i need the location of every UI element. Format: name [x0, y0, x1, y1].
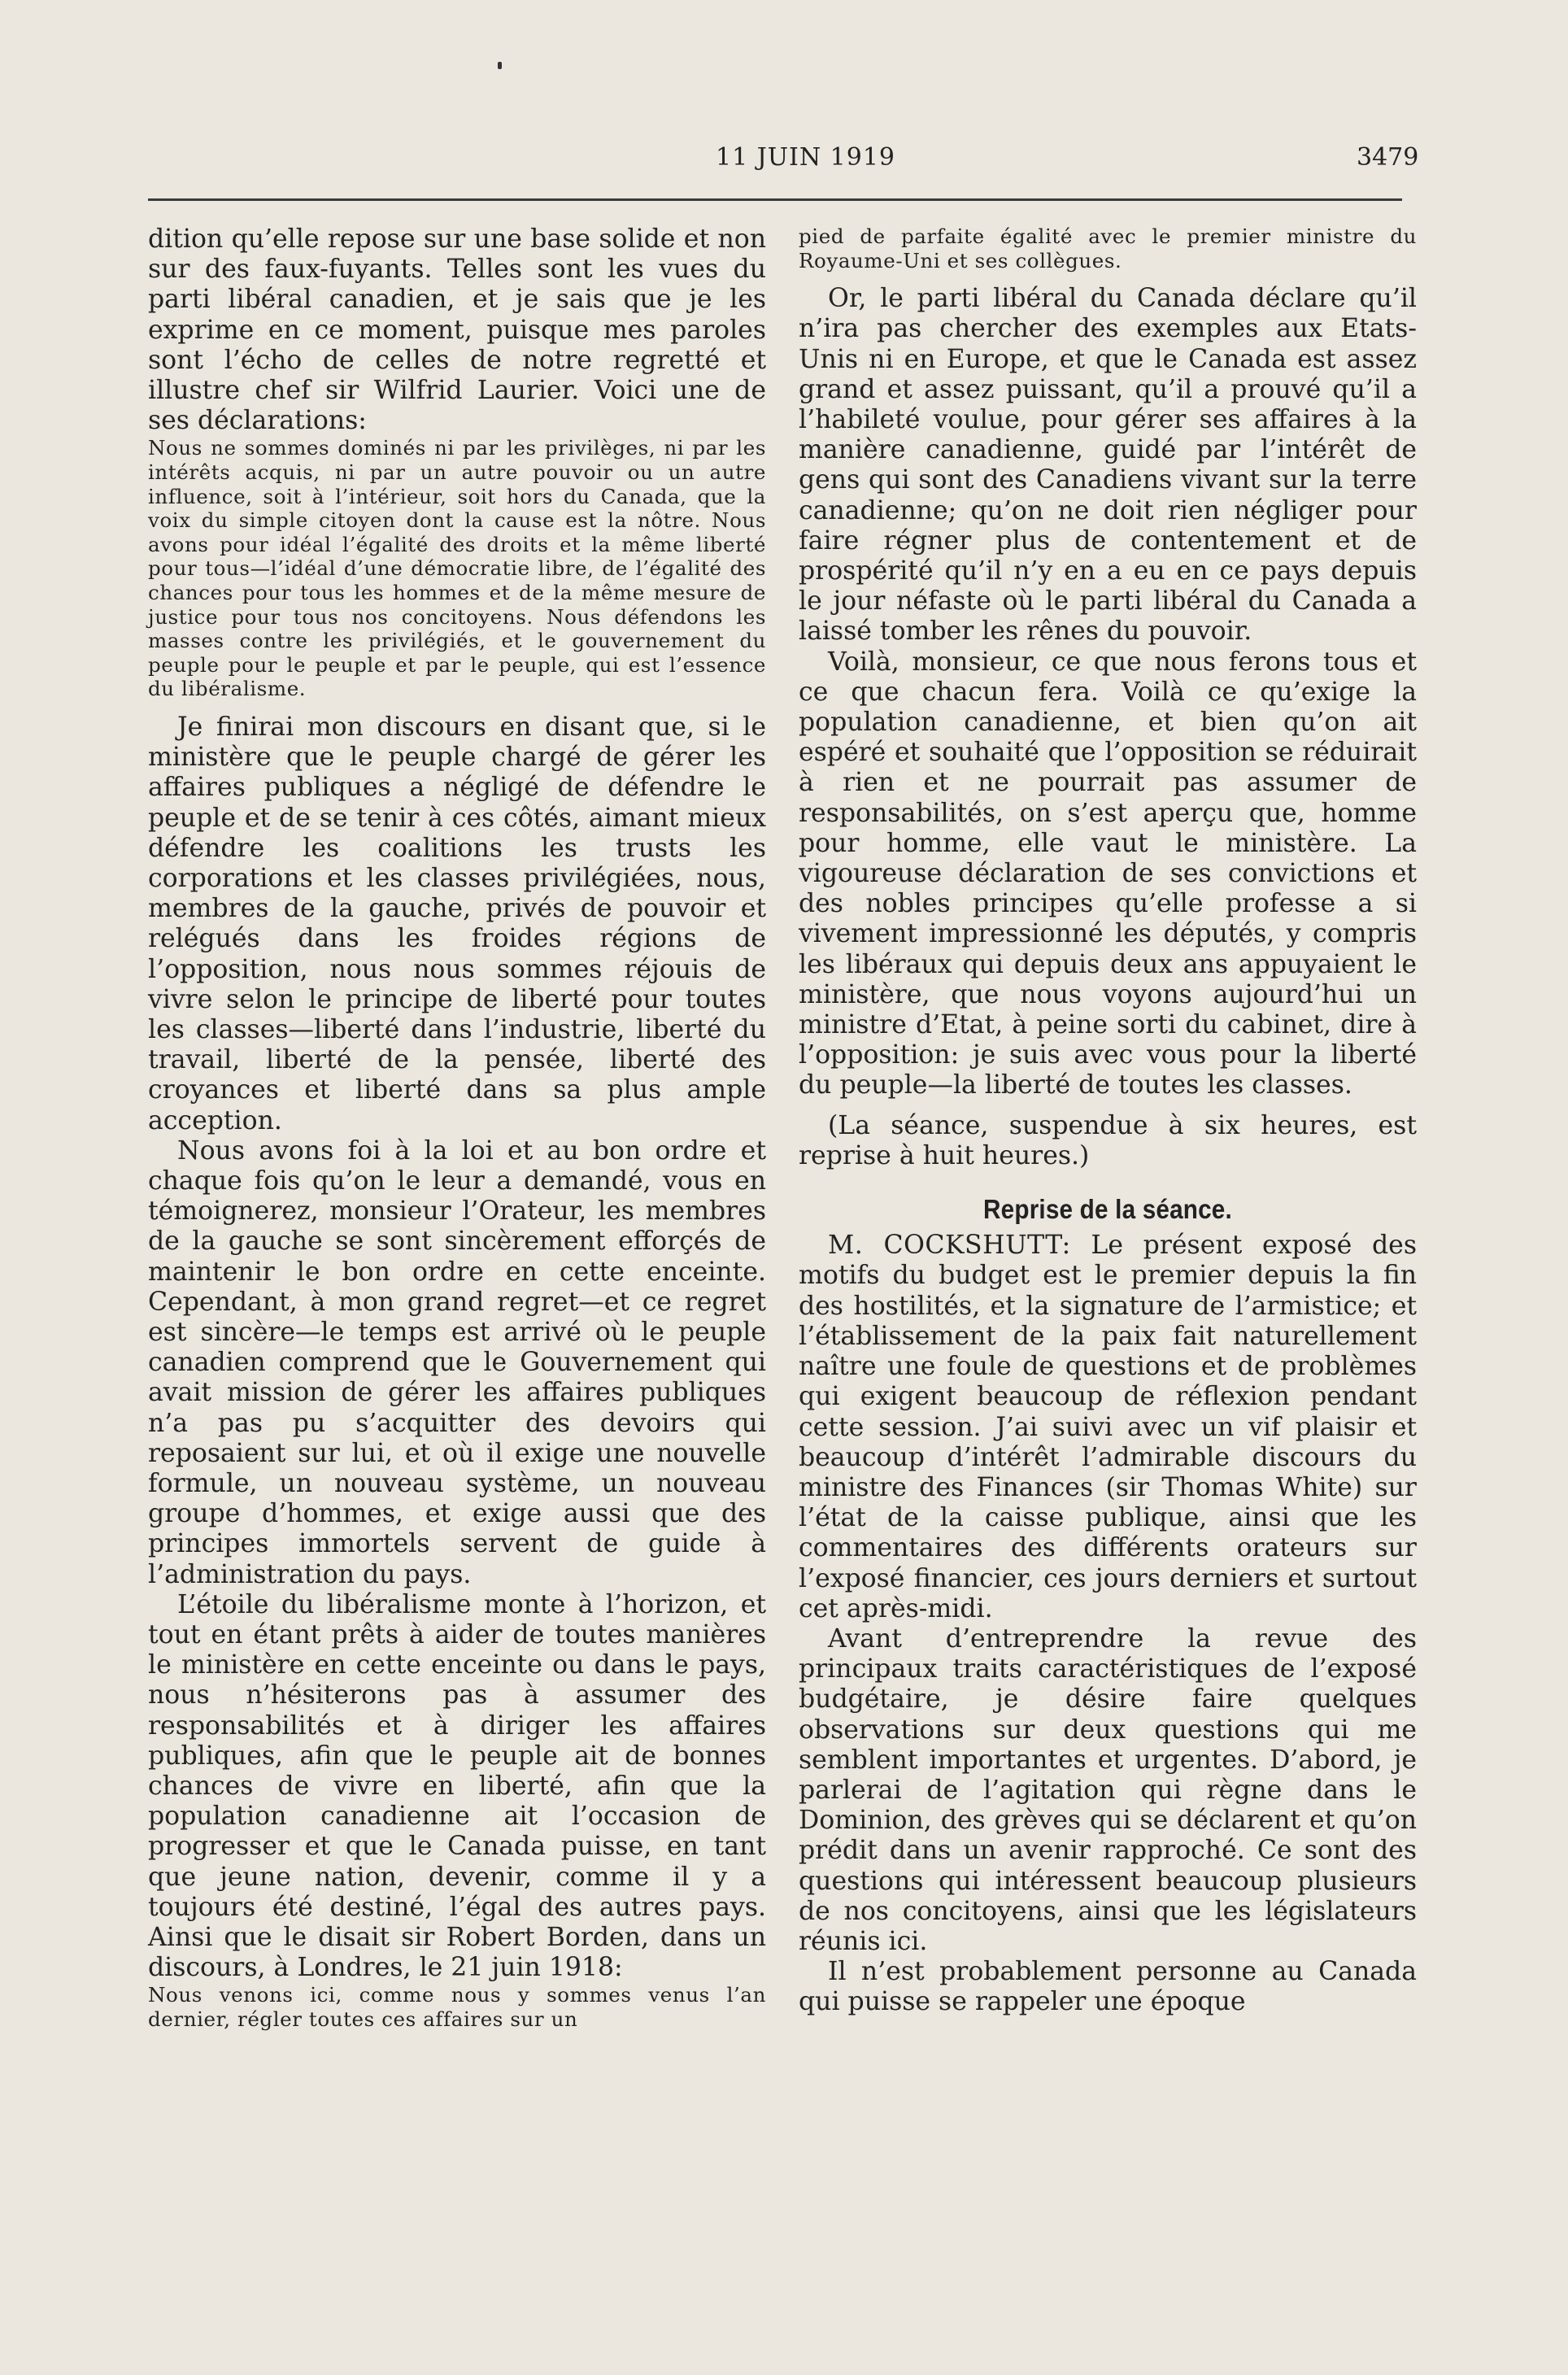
paragraph: Nous avons foi à la loi et au bon ordre et chaque fois qu’on le leur a demandé, vous en témoignerez, monsieur l’Orateur, les membres de la gauche se sont sincèrement efforçés de maintenir le bon ordre en cette enceinte. Cependant, à mon grand regret—et ce regret est sincère—le temps est arrivé où le peuple canadien comprend que le Gouvernement qui avait mission de gérer les affaires publiques n’a pas pu s’acquitter des devoirs qui reposaient sur lui, et où il exige une nouvelle formule, un nouveau système, un nouveau groupe d’hommes, et exige aussi que des principes immortels servent de guide à l’administration du pays.: [148, 1135, 766, 1589]
header-rule: [148, 198, 1402, 201]
paragraph: L’étoile du libéralisme monte à l’horizon, et tout en étant prêts à aider de toutes manières le ministère en cette enceinte ou dans le pays, nous n’hésiterons pas à assumer des responsabilités et à diriger les affaires publiques, afin que le peuple ait de bonnes chances de vivre en liberté, afin que la population canadienne ait l’occasion de progresser et que le Canada puisse, en tant que jeune nation, devenir, comme il y a toujours été destiné, l’égal des autres pays. Ainsi que le disait sir Robert Borden, dans un discours, à Londres, le 21 juin 1918:: [148, 1589, 766, 1983]
quotation-continued: pied de parfaite égalité avec le premier ministre du Royaume-Uni et ses collègues.: [799, 224, 1417, 272]
speech-text: Le présent exposé des motifs du budget est le premier depuis la fin des hostilités, et la signature de l’armistice; et l’établissement de la paix fait naturellement naître une foule de questions et de problèmes qui exigent beaucoup de réflexion pendant cette session. J’ai suivi avec un vif plaisir et beaucoup d’intérêt l’admirable discours du ministre des Finances (sir Thomas White) sur l’état de la caisse publique, ainsi que les commentaires des différents orateurs sur l’exposé financier, ces jours derniers et surtout cet après-midi.: [799, 1231, 1417, 1623]
scan-mark: [498, 62, 502, 69]
paragraph: Voilà, monsieur, ce que nous ferons tous et ce que chacun fera. Voilà ce qu’exige la population canadienne, et bien qu’on ait espéré et souhaité que l’opposition se réduirait à rien et ne pourrait pas assumer de responsabilités, on s’est aperçu que, homme pour homme, elle vaut le ministère. La vigoureuse déclaration de ses convictions et des nobles principes qu’elle professe a si vivement impressionné les députés, y compris les libéraux qui depuis deux ans appuyaient le ministère, que nous voyons aujourd’hui un ministre d’Etat, à peine sorti du cabinet, dire à l’opposition: je suis avec vous pour la liberté du peuple—la liberté de toutes les classes.: [799, 647, 1417, 1100]
paragraph: Or, le parti libéral du Canada déclare qu’il n’ira pas chercher des exemples aux Etats-Unis ni en Europe, et que le Canada est assez grand et assez puissant, qu’il a prouvé qu’il a l’habileté voulue, pour gérer ses affaires à la manière canadienne, guidé par l’intérêt de gens qui sont des Canadiens vivant sur la terre canadienne; qu’on ne doit rien négliger pour faire régner plus de contentement et de prospérité qu’il n’y en a eu en ce pays depuis le jour néfaste où le parti libéral du Canada a laissé tomber les rênes du pouvoir.: [799, 284, 1417, 647]
quotation: Nous venons ici, comme nous y sommes venus l’an dernier, régler toutes ces affaires sur un: [148, 1983, 766, 2032]
paragraph: Il n’est probablement personne au Canada qui puisse se rappeler une époque: [799, 1957, 1417, 2017]
quotation: Nous ne sommes dominés ni par les privilèges, ni par les intérêts acquis, ni par un autre pouvoir ou un autre influence, soit à l’intérieur, soit hors du Canada, que la voix du simple citoyen dont la cause est la nôtre. Nous avons pour idéal l’égalité des droits et la même liberté pour tous—l’idéal d’une démocratie libre, de l’égalité des chances pour tous les hommes et de la même mesure de justice pour tous nos concitoyens. Nous défendons les masses contre les privilégiés, et le gouvernement du peuple pour le peuple et par le peuple, qui est l’essence du libéralisme.: [148, 436, 766, 701]
right-column: [799, 224, 1417, 2018]
paragraph: dition qu’elle repose sur une base solide et non sur des faux-fuyants. Telles sont les vues du parti libéral canadien, et je sais que je les exprime en ce moment, puisque mes paroles sont l’écho de celles de notre regretté et illustre chef sir Wilfrid Laurier. Voici une de ses déclarations:: [148, 224, 766, 436]
paragraph: Avant d’entreprendre la revue des principaux traits caractéristiques de l’exposé budgétaire, je désire faire quelques observations sur deux questions qui me semblent importantes et urgentes. D’abord, je parlerai de l’agitation qui règne dans le Dominion, des grèves qui se déclarent et qu’on prédit dans un avenir rapproché. Ce sont des questions qui intéressent beaucoup plusieurs de nos concitoyens, ainsi que les législateurs réunis ici.: [799, 1623, 1417, 1956]
section-heading: Reprise de la séance.: [983, 1194, 1232, 1225]
speaker-name: M. COCKSHUTT:: [828, 1231, 1071, 1261]
page-number: 3479: [1357, 143, 1419, 172]
paragraph: Je finirai mon discours en disant que, si le ministère que le peuple chargé de gérer les affaires publiques a négligé de défendre le peuple et de se tenir à ces côtés, aimant mieux défendre les coalitions les trusts les corporations et les classes privilégiées, nous, membres de la gauche, privés de pouvoir et relégués dans les froides régions de l’opposition, nous nous sommes réjouis de vivre selon le principe de liberté pour toutes les classes—liberté dans l’industrie, liberté du travail, liberté de la pensée, liberté des croyances et liberté dans sa plus ample acception.: [148, 712, 766, 1135]
left-column: [148, 224, 766, 2032]
header-date: 11 JUIN 1919: [716, 143, 896, 172]
session-note: (La séance, suspendue à six heures, est reprise à huit heures.): [799, 1110, 1417, 1170]
speaker-paragraph: [799, 1231, 1417, 1624]
